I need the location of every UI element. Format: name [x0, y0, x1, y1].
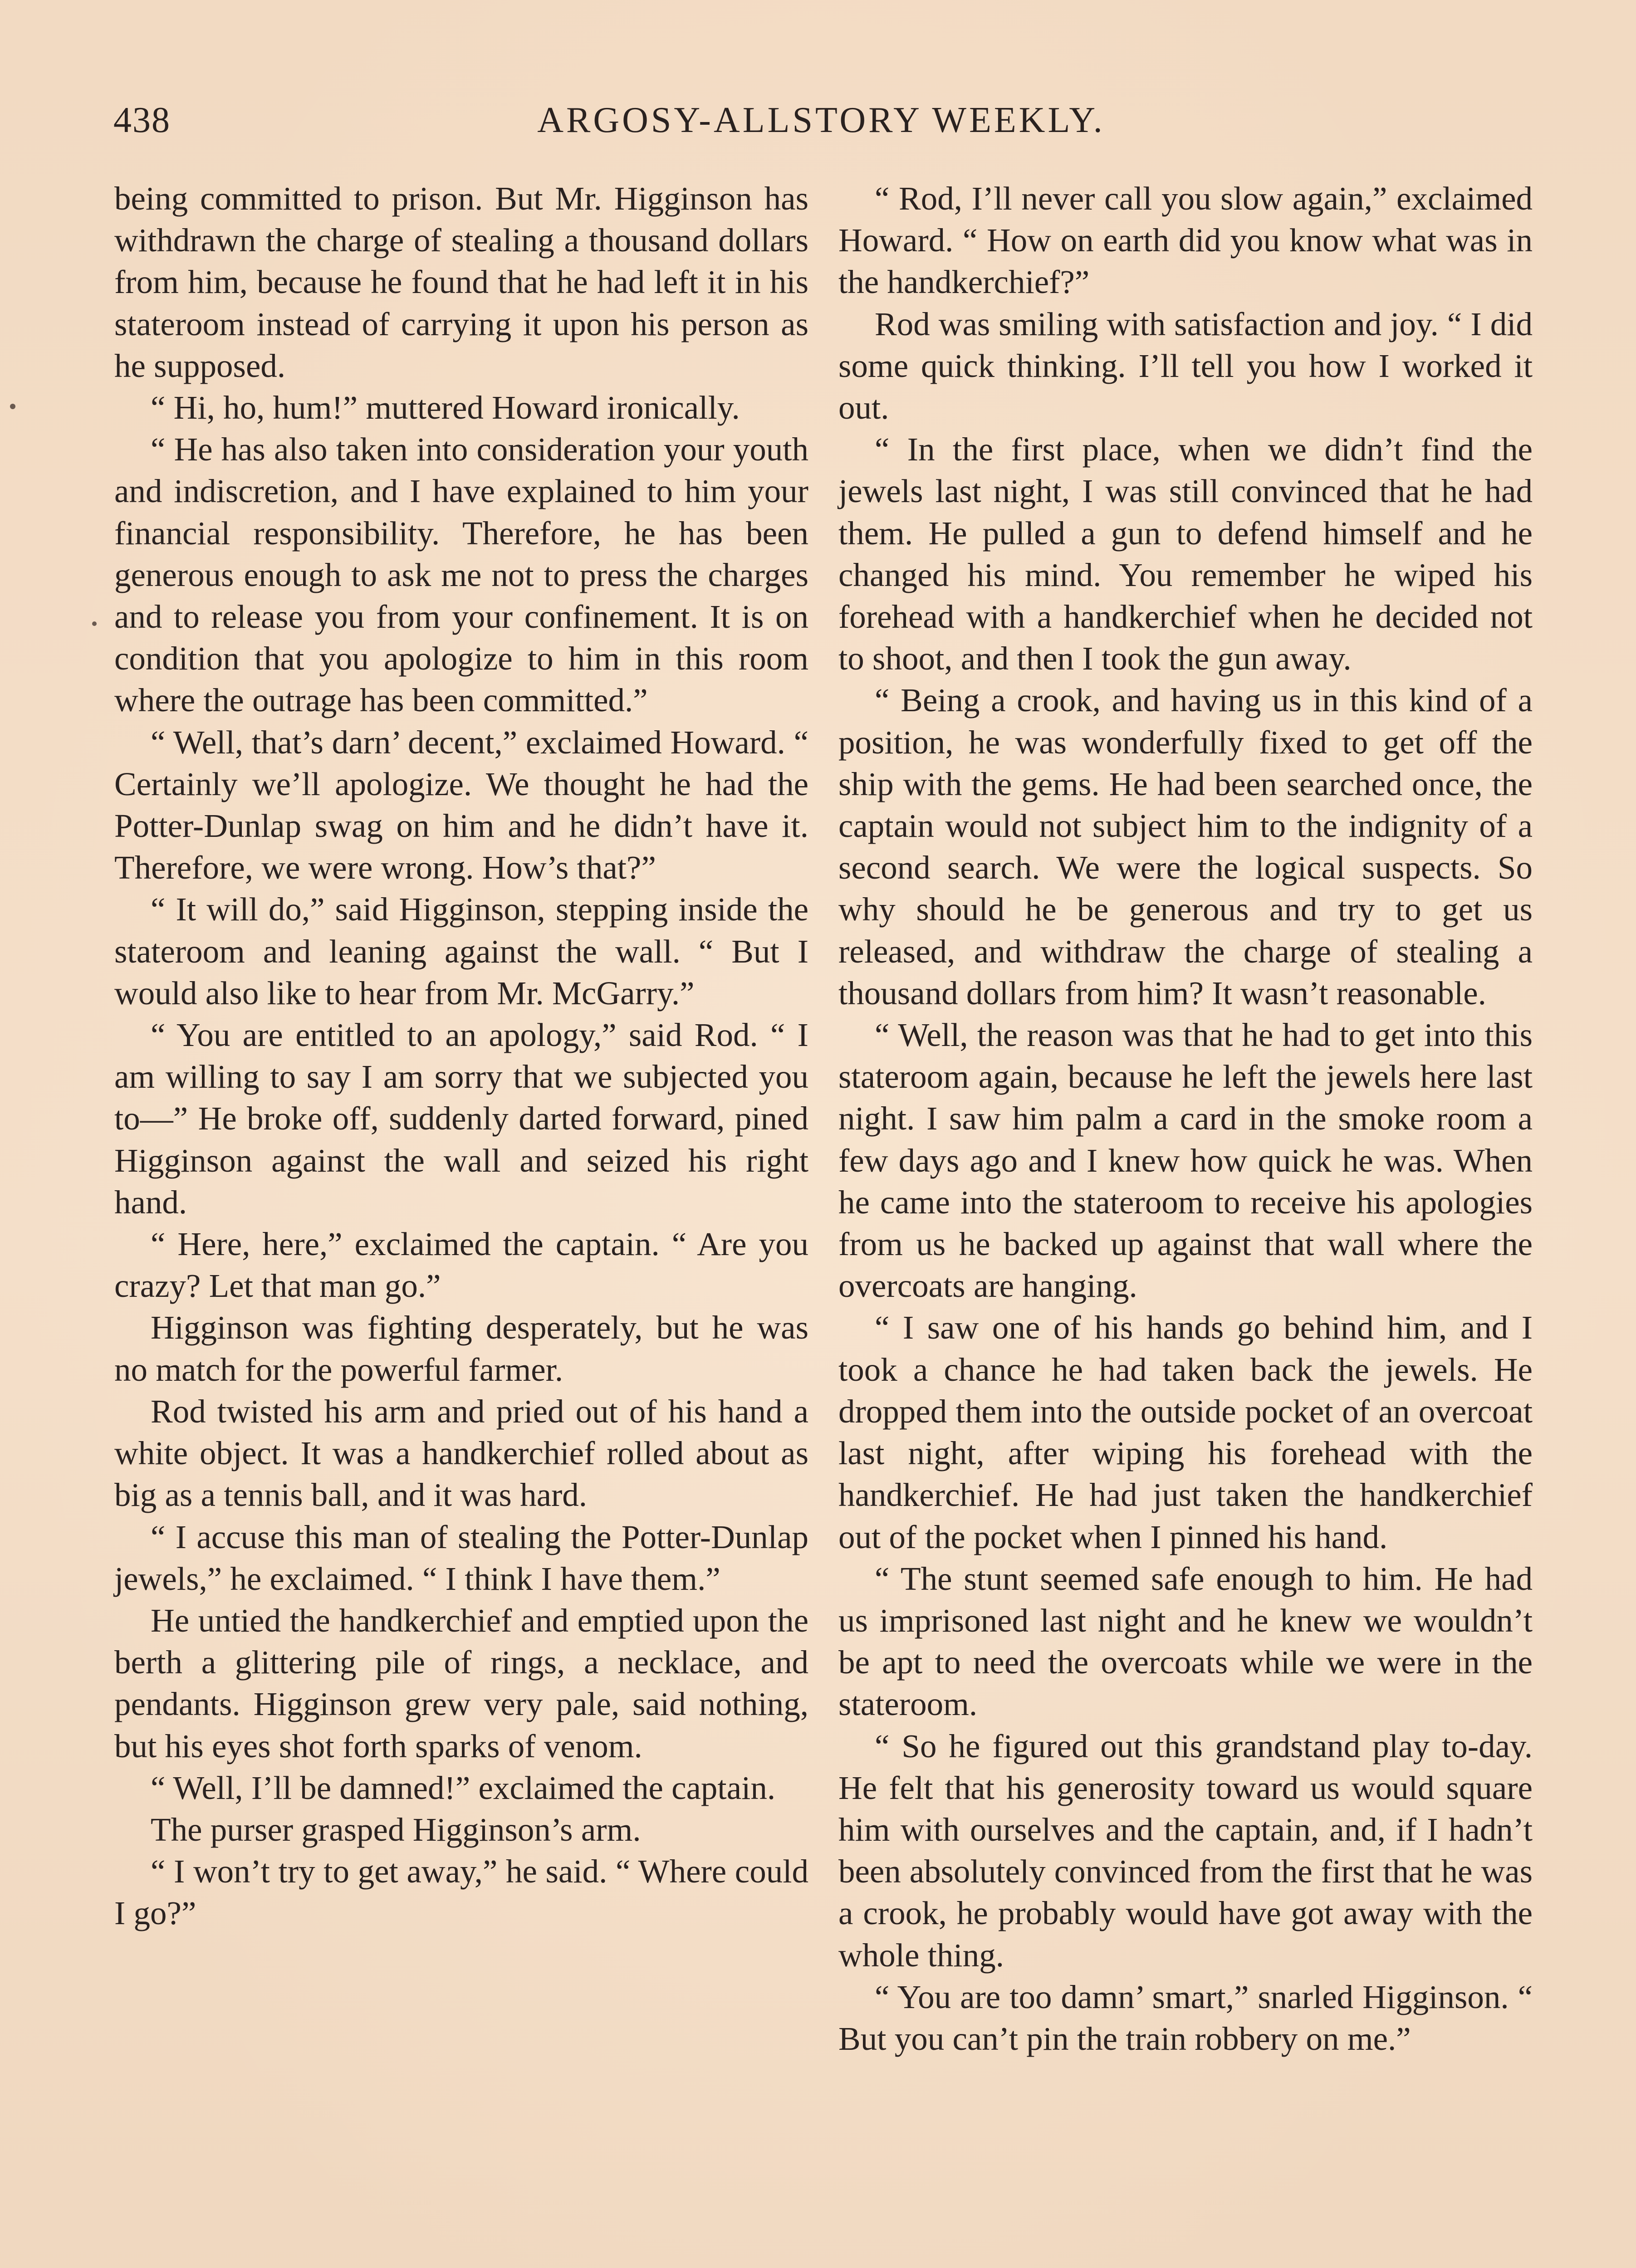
paragraph: The purser grasped Higginson’s arm. [151, 1811, 641, 1848]
paragraph: Rod twisted his arm and pried out of his hand a white object. It was a handkerchief rolled about as big as a tennis ball, and it was hard. [114, 1393, 808, 1514]
paragraph: “ I won’t try to get away,” he said. “ Where could I go?” [114, 1853, 808, 1932]
paragraph: “ Rod, I’ll never call you slow again,” exclaimed Howard. “ How on earth did you know what was in the handkerchief?” [838, 180, 1533, 301]
paragraph: He untied the handkerchief and emptied upon the berth a glittering pile of rings, a necklace, and pendants. Higginson grew very pale, said nothing, but his eyes shot forth sparks of venom. [114, 1602, 808, 1765]
paragraph: “ He has also taken into consideration your youth and indiscretion, and I have explained to him your financial responsibility. Therefore, he has been generous enough to ask me not to press the charges and to release you from your confinement. It is on condition that you apologize to him in this room where the outrage has been committed.” [114, 431, 808, 719]
paragraph: “ I saw one of his hands go behind him, and I took a chance he had taken back the jewels. He dropped them into the outside pocket of an overcoat last night, after wiping his forehead with the handkerchief. He had just taken the handkerchief out of the pocket when I pinned his hand. [838, 1309, 1533, 1555]
paragraph: being committed to prison. But Mr. Higginson has withdrawn the charge of stealing a thousand dollars from him, because he found that he had left it in his stateroom instead of carrying it upon his person as he supposed. [114, 180, 808, 384]
paper-speck [92, 621, 97, 626]
paragraph: Rod was smiling with satisfaction and joy. “ I did some quick thinking. I’ll tell you how I worked it out. [838, 305, 1533, 426]
paragraph: “ So he figured out this grandstand play to-day. He felt that his generosity toward us would square him with ourselves and the captain, and, if I hadn’t been absolutely convinced from the first that he was a crook, he probably would have got away with the whole thing. [838, 1727, 1533, 1974]
paragraph: “ You are entitled to an apology,” said Rod. “ I am willing to say I am sorry that we subjected you to—” He broke off, suddenly darted forward, pined Higginson against the wall and seized his right hand. [114, 1017, 808, 1221]
paragraph: “ Here, here,” exclaimed the captain. “ Are you crazy? Let that man go.” [114, 1226, 808, 1305]
right-column [838, 178, 1533, 2060]
paragraph: “ Well, I’ll be damned!” exclaimed the captain. [151, 1769, 776, 1806]
running-head-title: ARGOSY-ALLSTORY WEEKLY. [537, 100, 1105, 140]
left-column [114, 178, 808, 1935]
paragraph: “ Well, the reason was that he had to get into this stateroom again, because he left the jewels here last night. I saw him palm a card in the smoke room a few days ago and I knew how quick he was. When he came into the stateroom to receive his apologies from us he backed up against that wall where the overcoats are hanging. [838, 1017, 1533, 1305]
paragraph: Higginson was fighting desperately, but he was no match for the powerful farmer. [114, 1309, 808, 1388]
page-header [113, 93, 1529, 147]
paragraph: “ I accuse this man of stealing the Potter-Dunlap jewels,” he exclaimed. “ I think I have them.” [114, 1518, 808, 1597]
paragraph: “ Being a crook, and having us in this kind of a position, he was wonderfully fixed to get off the ship with the gems. He had been searched once, the captain would not subject him to the indignity of a second search. We were the logical suspects. So why should he be generous and try to get us released, and withdraw the charge of stealing a thousand dollars from him? It wasn’t reasonable. [838, 682, 1533, 1012]
paragraph: “ In the first place, when we didn’t find the jewels last night, I was still convinced that he had them. He pulled a gun to defend himself and he changed his mind. You remember he wiped his forehead with a handkerchief when he decided not to shoot, and then I took the gun away. [838, 431, 1533, 677]
page-number: 438 [113, 100, 171, 140]
paragraph: “ It will do,” said Higginson, stepping inside the stateroom and leaning against the wall. “ But I would also like to hear from Mr. McGarry.” [114, 891, 808, 1012]
paper-speck [10, 404, 15, 409]
paragraph: “ Hi, ho, hum!” muttered Howard ironically. [151, 389, 740, 426]
paragraph: “ You are too damn’ smart,” snarled Higginson. “ But you can’t pin the train robbery on me.” [838, 1978, 1533, 2057]
paragraph: “ The stunt seemed safe enough to him. He had us imprisoned last night and he knew we wouldn’t be apt to need the overcoats while we were in the stateroom. [838, 1560, 1533, 1723]
paragraph: “ Well, that’s darn’ decent,” exclaimed Howard. “ Certainly we’ll apologize. We thought he had the Potter-Dunlap swag on him and he didn’t have it. Therefore, we were wrong. How’s that?” [114, 723, 808, 886]
